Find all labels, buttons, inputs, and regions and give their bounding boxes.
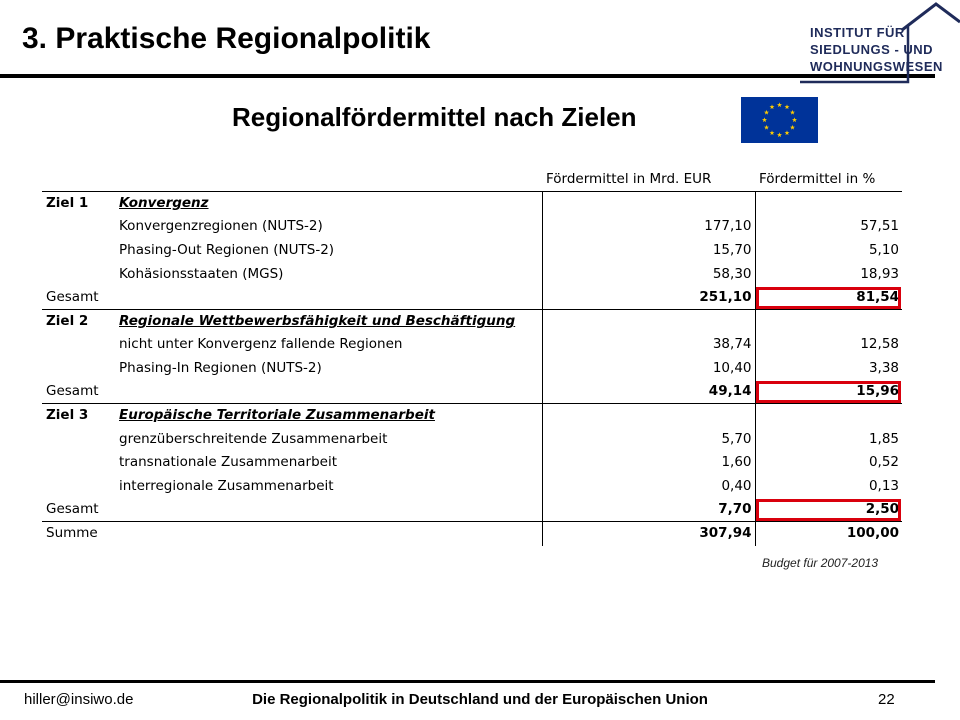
- row-amount: 251,10: [542, 286, 755, 310]
- footer-email: hiller@insiwo.de: [24, 691, 134, 708]
- row-amount: 0,40: [542, 475, 755, 499]
- header-empty-1: [42, 168, 115, 192]
- header-percent: Fördermittel in %: [755, 168, 902, 192]
- table-header-row: [42, 168, 902, 192]
- row-percent: 1,85: [755, 428, 902, 452]
- row-name: Kohäsionsstaaten (MGS): [119, 265, 284, 282]
- row-name: Europäische Territoriale Zusammenarbeit: [119, 407, 435, 424]
- row-label: [42, 428, 115, 452]
- row-amount: 5,70: [542, 428, 755, 452]
- row-amount: 1,60: [542, 451, 755, 475]
- row-percent: 3,38: [755, 357, 902, 381]
- table-row-total: [42, 380, 902, 404]
- row-label: Gesamt: [42, 380, 115, 404]
- page-number: 22: [878, 691, 895, 708]
- row-percent: 5,10: [755, 239, 902, 263]
- row-name: Konvergenz: [119, 195, 209, 212]
- header-divider: [0, 74, 935, 78]
- row-percent: [755, 310, 902, 334]
- table-row-total: [42, 286, 902, 310]
- table-row-ziel: [42, 192, 902, 216]
- row-percent: 2,50: [755, 498, 902, 522]
- table-row-total: [42, 498, 902, 522]
- budget-note: Budget für 2007-2013: [762, 556, 879, 570]
- footer-title: Die Regionalpolitik in Deutschland und der Europäischen Union: [252, 691, 708, 708]
- logo-line-2: SIEDLUNGS - UND: [810, 42, 934, 57]
- table-row-ziel: [42, 404, 902, 428]
- table-row-sum: [42, 522, 902, 546]
- table-row-item: [42, 357, 902, 381]
- row-name: [115, 380, 542, 404]
- row-label: [42, 451, 115, 475]
- table-row-item: [42, 333, 902, 357]
- row-label: Summe: [46, 525, 98, 542]
- row-amount: 10,40: [542, 357, 755, 381]
- row-label: [42, 475, 115, 499]
- row-amount: [542, 192, 755, 216]
- table-row-item: [42, 475, 902, 499]
- row-label: Ziel 1: [46, 195, 89, 212]
- row-percent: 12,58: [755, 333, 902, 357]
- row-percent: 57,51: [755, 215, 902, 239]
- page-title: 3. Praktische Regionalpolitik: [22, 22, 431, 55]
- row-amount: 7,70: [542, 498, 755, 522]
- table-row-item: [42, 451, 902, 475]
- table-row-item: [42, 239, 902, 263]
- row-label: [42, 357, 115, 381]
- row-amount: [542, 310, 755, 334]
- row-label: [42, 333, 115, 357]
- row-name: transnationale Zusammenarbeit: [119, 454, 338, 471]
- row-amount: 58,30: [542, 262, 755, 286]
- row-label: [42, 215, 115, 239]
- row-name: Regionale Wettbewerbsfähigkeit und Beschäftigung: [119, 313, 516, 330]
- row-name: [115, 498, 542, 522]
- row-name: grenzüberschreitende Zusammenarbeit: [119, 430, 388, 447]
- row-percent: [755, 404, 902, 428]
- row-amount: 49,14: [542, 380, 755, 404]
- row-name: [115, 286, 542, 310]
- eu-flag-icon: [741, 97, 818, 143]
- table-row-ziel: [42, 310, 902, 334]
- row-percent: 15,96: [755, 380, 902, 404]
- row-amount: [542, 404, 755, 428]
- row-name: Konvergenzregionen (NUTS-2): [119, 218, 323, 235]
- table-row-item: [42, 215, 902, 239]
- institute-logo: [800, 0, 960, 90]
- row-percent: [755, 192, 902, 216]
- slide-subtitle: Regionalfördermittel nach Zielen: [232, 102, 637, 132]
- row-percent: 18,93: [755, 262, 902, 286]
- logo-line-1: INSTITUT FÜR: [810, 25, 905, 40]
- table-row-item: [42, 428, 902, 452]
- row-name: Phasing-In Regionen (NUTS-2): [119, 360, 322, 377]
- row-name: [115, 522, 542, 546]
- row-label: [42, 239, 115, 263]
- funding-table: [42, 168, 902, 546]
- row-label: Ziel 3: [46, 407, 89, 424]
- row-amount: 177,10: [542, 215, 755, 239]
- row-name: nicht unter Konvergenz fallende Regionen: [119, 336, 403, 353]
- header-empty-2: [115, 168, 542, 192]
- row-name: Phasing-Out Regionen (NUTS-2): [119, 242, 335, 259]
- footer-divider: [0, 680, 935, 683]
- row-percent: 100,00: [755, 522, 902, 546]
- row-percent: 0,13: [755, 475, 902, 499]
- row-amount: 38,74: [542, 333, 755, 357]
- row-label: Gesamt: [42, 286, 115, 310]
- header-amount: Fördermittel in Mrd. EUR: [542, 168, 755, 192]
- row-label: [42, 262, 115, 286]
- row-label: Ziel 2: [46, 313, 89, 330]
- row-percent: 0,52: [755, 451, 902, 475]
- row-label: Gesamt: [42, 498, 115, 522]
- row-percent: 81,54: [755, 286, 902, 310]
- table-row-item: [42, 262, 902, 286]
- row-amount: 15,70: [542, 239, 755, 263]
- row-name: interregionale Zusammenarbeit: [119, 478, 334, 495]
- row-amount: 307,94: [542, 522, 755, 546]
- logo-line-3: WOHNUNGSWESEN: [810, 59, 943, 74]
